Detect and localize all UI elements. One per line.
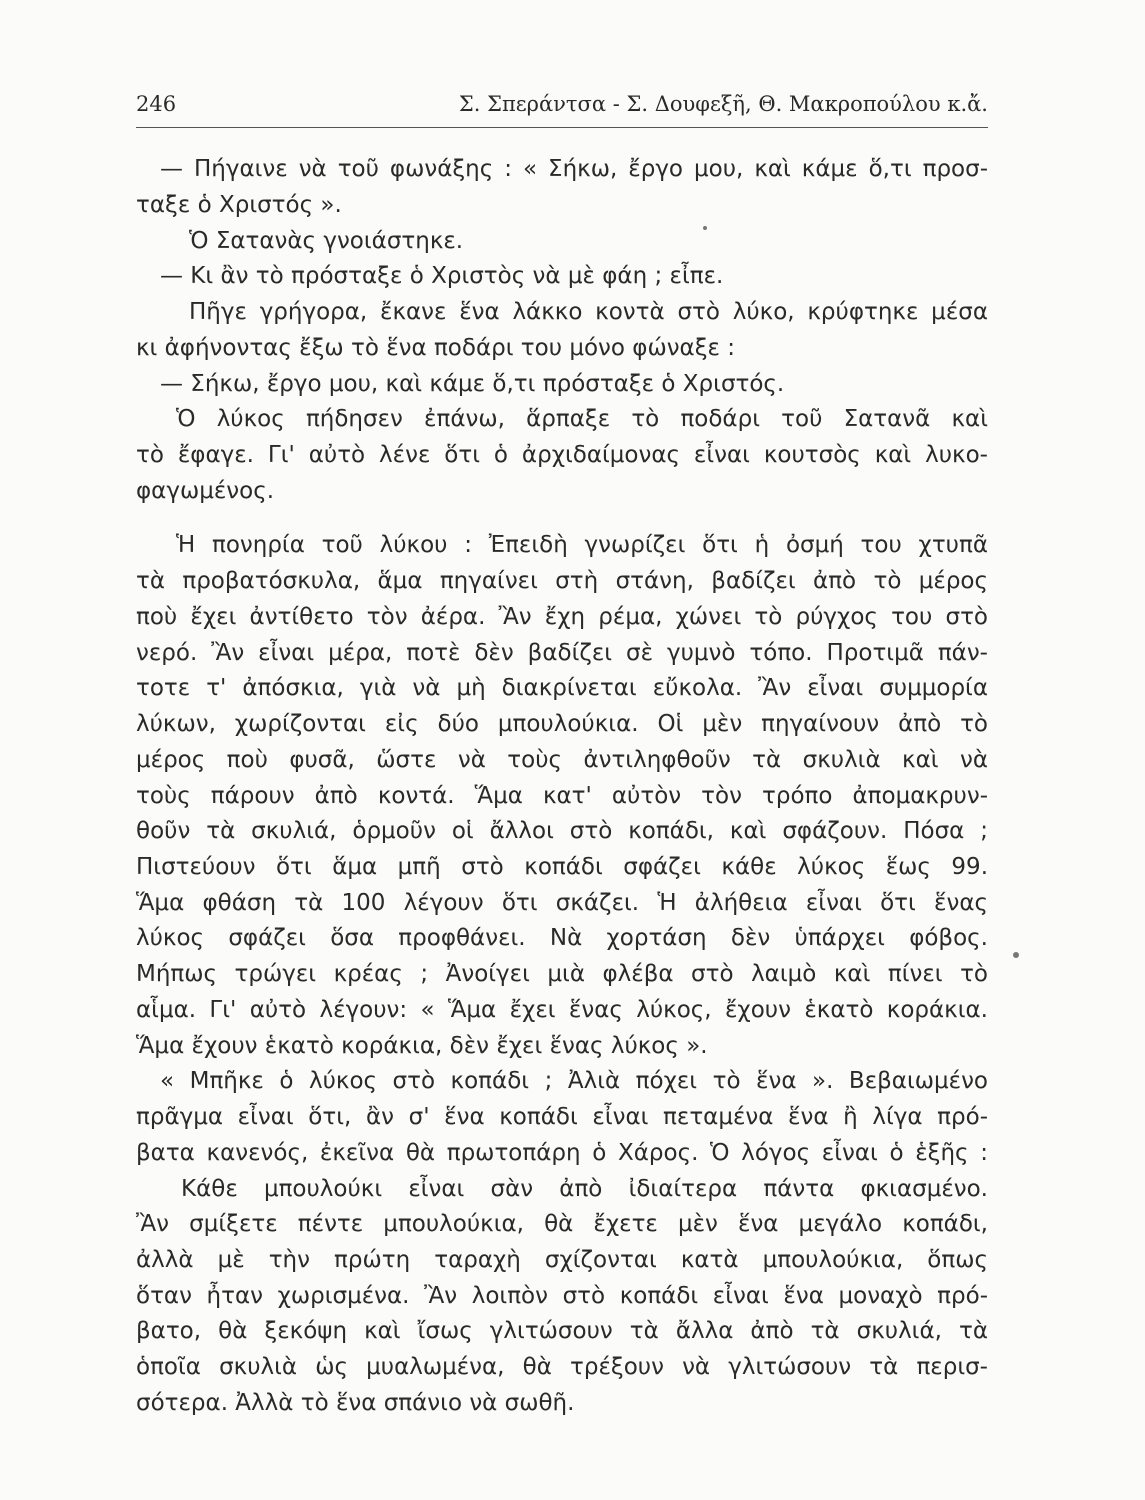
- text-line: — Κι ἂν τὸ πρόσταξε ὁ Χριστὸς νὰ μὲ φάη ; εἶπε.: [160, 263, 724, 289]
- text-line: κι ἀφήνοντας ἔξω τὸ ἕνα ποδάρι του μόνο φώναξε :: [136, 335, 736, 361]
- text-line: τὰ προβατόσκυλα, ἅμα πηγαίνει στὴ στάνη, βαδίζει ἀπὸ τὸ μέρος: [136, 568, 988, 594]
- text-line: λύκων, χωρίζονται εἰς δύο μπουλούκια. Οἱ μὲν πηγαίνουν ἀπὸ τὸ: [136, 711, 988, 737]
- text-line: Μήπως τρώγει κρέας ; Ἀνοίγει μιὰ φλέβα στὸ λαιμὸ καὶ πίνει τὸ: [136, 961, 988, 987]
- text-line: — Πήγαινε νὰ τοῦ φωνάξης : « Σήκω, ἔργο μου, καὶ κάμε ὅ,τι προσ-: [160, 156, 988, 182]
- text-line: ἀλλὰ μὲ τὴν πρώτη ταραχὴ σχίζονται κατὰ μπουλούκια, ὅπως: [136, 1247, 988, 1273]
- text-line: αἷμα. Γι' αὐτὸ λέγουν: « Ἅμα ἔχει ἕνας λύκος, ἔχουν ἑκατὸ κοράκια.: [136, 997, 988, 1023]
- text-line: νερό. Ἂν εἶναι μέρα, ποτὲ δὲν βαδίζει σὲ γυμνὸ τόπο. Προτιμᾶ πάν-: [136, 640, 988, 666]
- text-line: Πῆγε γρήγορα, ἔκανε ἕνα λάκκο κοντὰ στὸ λύκο, κρύφτηκε μέσα: [189, 299, 988, 325]
- text-line: Ὁ λύκος πήδησεν ἐπάνω, ἅρπαξε τὸ ποδάρι τοῦ Σατανᾶ καὶ: [176, 406, 988, 432]
- page-number: 246: [136, 92, 177, 116]
- text-line: λύκος σφάζει ὅσα προφθάνει. Νὰ χορτάση δὲν ὑπάρχει φόβος.: [136, 925, 988, 951]
- scan-speck: [1013, 952, 1019, 958]
- text-line: βατα κανενός, ἐκεῖνα θὰ πρωτοπάρη ὁ Χάρος. Ὁ λόγος εἶναι ὁ ἑξῆς :: [136, 1140, 988, 1166]
- text-line: Πιστεύουν ὅτι ἅμα μπῆ στὸ κοπάδι σφάζει κάθε λύκος ἕως 99.: [136, 854, 988, 880]
- text-line: μέρος ποὺ φυσᾶ, ὥστε νὰ τοὺς ἀντιληφθοῦν τὰ σκυλιὰ καὶ νὰ: [136, 747, 988, 773]
- text-line: τὸ ἔφαγε. Γι' αὐτὸ λένε ὅτι ὁ ἀρχιδαίμονας εἶναι κουτσὸς καὶ λυκο-: [136, 442, 988, 468]
- text-line: ὁποῖα σκυλιὰ ὡς μυαλωμένα, θὰ τρέξουν νὰ γλιτώσουν τὰ περισ-: [136, 1354, 988, 1380]
- page-header: [136, 92, 988, 122]
- text-line: ποὺ ἔχει ἀντίθετο τὸν ἀέρα. Ἂν ἔχη ρέμα, χώνει τὸ ρύγχος του στὸ: [136, 604, 988, 630]
- text-line: τοτε τ' ἀπόσκια, γιὰ νὰ μὴ διακρίνεται εὔκολα. Ἂν εἶναι συμμορία: [136, 675, 988, 701]
- text-line: Κάθε μπουλούκι εἶναι σὰν ἀπὸ ἰδιαίτερα πάντα φκιασμένο.: [181, 1176, 988, 1202]
- text-line: ταξε ὁ Χριστός ».: [136, 192, 342, 218]
- text-line: σότερα. Ἀλλὰ τὸ ἕνα σπάνιο νὰ σωθῆ.: [136, 1390, 575, 1416]
- scan-speck: [703, 226, 707, 230]
- text-line: Ἡ πονηρία τοῦ λύκου : Ἐπειδὴ γνωρίζει ὅτι ἡ ὀσμή του χτυπᾶ: [176, 532, 988, 558]
- text-line: φαγωμένος.: [136, 478, 274, 504]
- header-rule: [136, 127, 988, 128]
- running-head: Σ. Σπεράντσα - Σ. Δουφεξῆ, Θ. Μακροπούλου κ.ἄ.: [458, 92, 988, 116]
- text-line: Ἅμα φθάση τὰ 100 λέγουν ὅτι σκάζει. Ἡ ἀλήθεια εἶναι ὅτι ἕνας: [136, 890, 988, 916]
- text-line: τοὺς πάρουν ἀπὸ κοντά. Ἅμα κατ' αὐτὸν τὸν τρόπο ἀπομακρυν-: [136, 783, 988, 809]
- text-line: ὅταν ἦταν χωρισμένα. Ἂν λοιπὸν στὸ κοπάδι εἶναι ἕνα μοναχὸ πρό-: [136, 1283, 988, 1309]
- text-line: βατο, θὰ ξεκόψη καὶ ἴσως γλιτώσουν τὰ ἄλλα ἀπὸ τὰ σκυλιά, τὰ: [136, 1318, 988, 1344]
- text-line: Ἂν σμίξετε πέντε μπουλούκια, θὰ ἔχετε μὲν ἕνα μεγάλο κοπάδι,: [136, 1211, 988, 1237]
- text-line: θοῦν τὰ σκυλιά, ὁρμοῦν οἱ ἄλλοι στὸ κοπάδι, καὶ σφάζουν. Πόσα ;: [136, 818, 988, 844]
- text-line: Ἅμα ἔχουν ἑκατὸ κοράκια, δὲν ἔχει ἕνας λύκος ».: [136, 1033, 708, 1059]
- text-line: πρᾶγμα εἶναι ὅτι, ἂν σ' ἕνα κοπάδι εἶναι πεταμένα ἕνα ἢ λίγα πρό-: [136, 1104, 988, 1130]
- text-line: « Μπῆκε ὁ λύκος στὸ κοπάδι ; Ἀλιὰ πόχει τὸ ἕνα ». Βεβαιωμένο: [160, 1068, 988, 1094]
- text-line: Ὁ Σατανὰς γνοιάστηκε.: [189, 228, 464, 254]
- text-line: — Σήκω, ἔργο μου, καὶ κάμε ὅ,τι πρόσταξε ὁ Χριστός.: [160, 371, 785, 397]
